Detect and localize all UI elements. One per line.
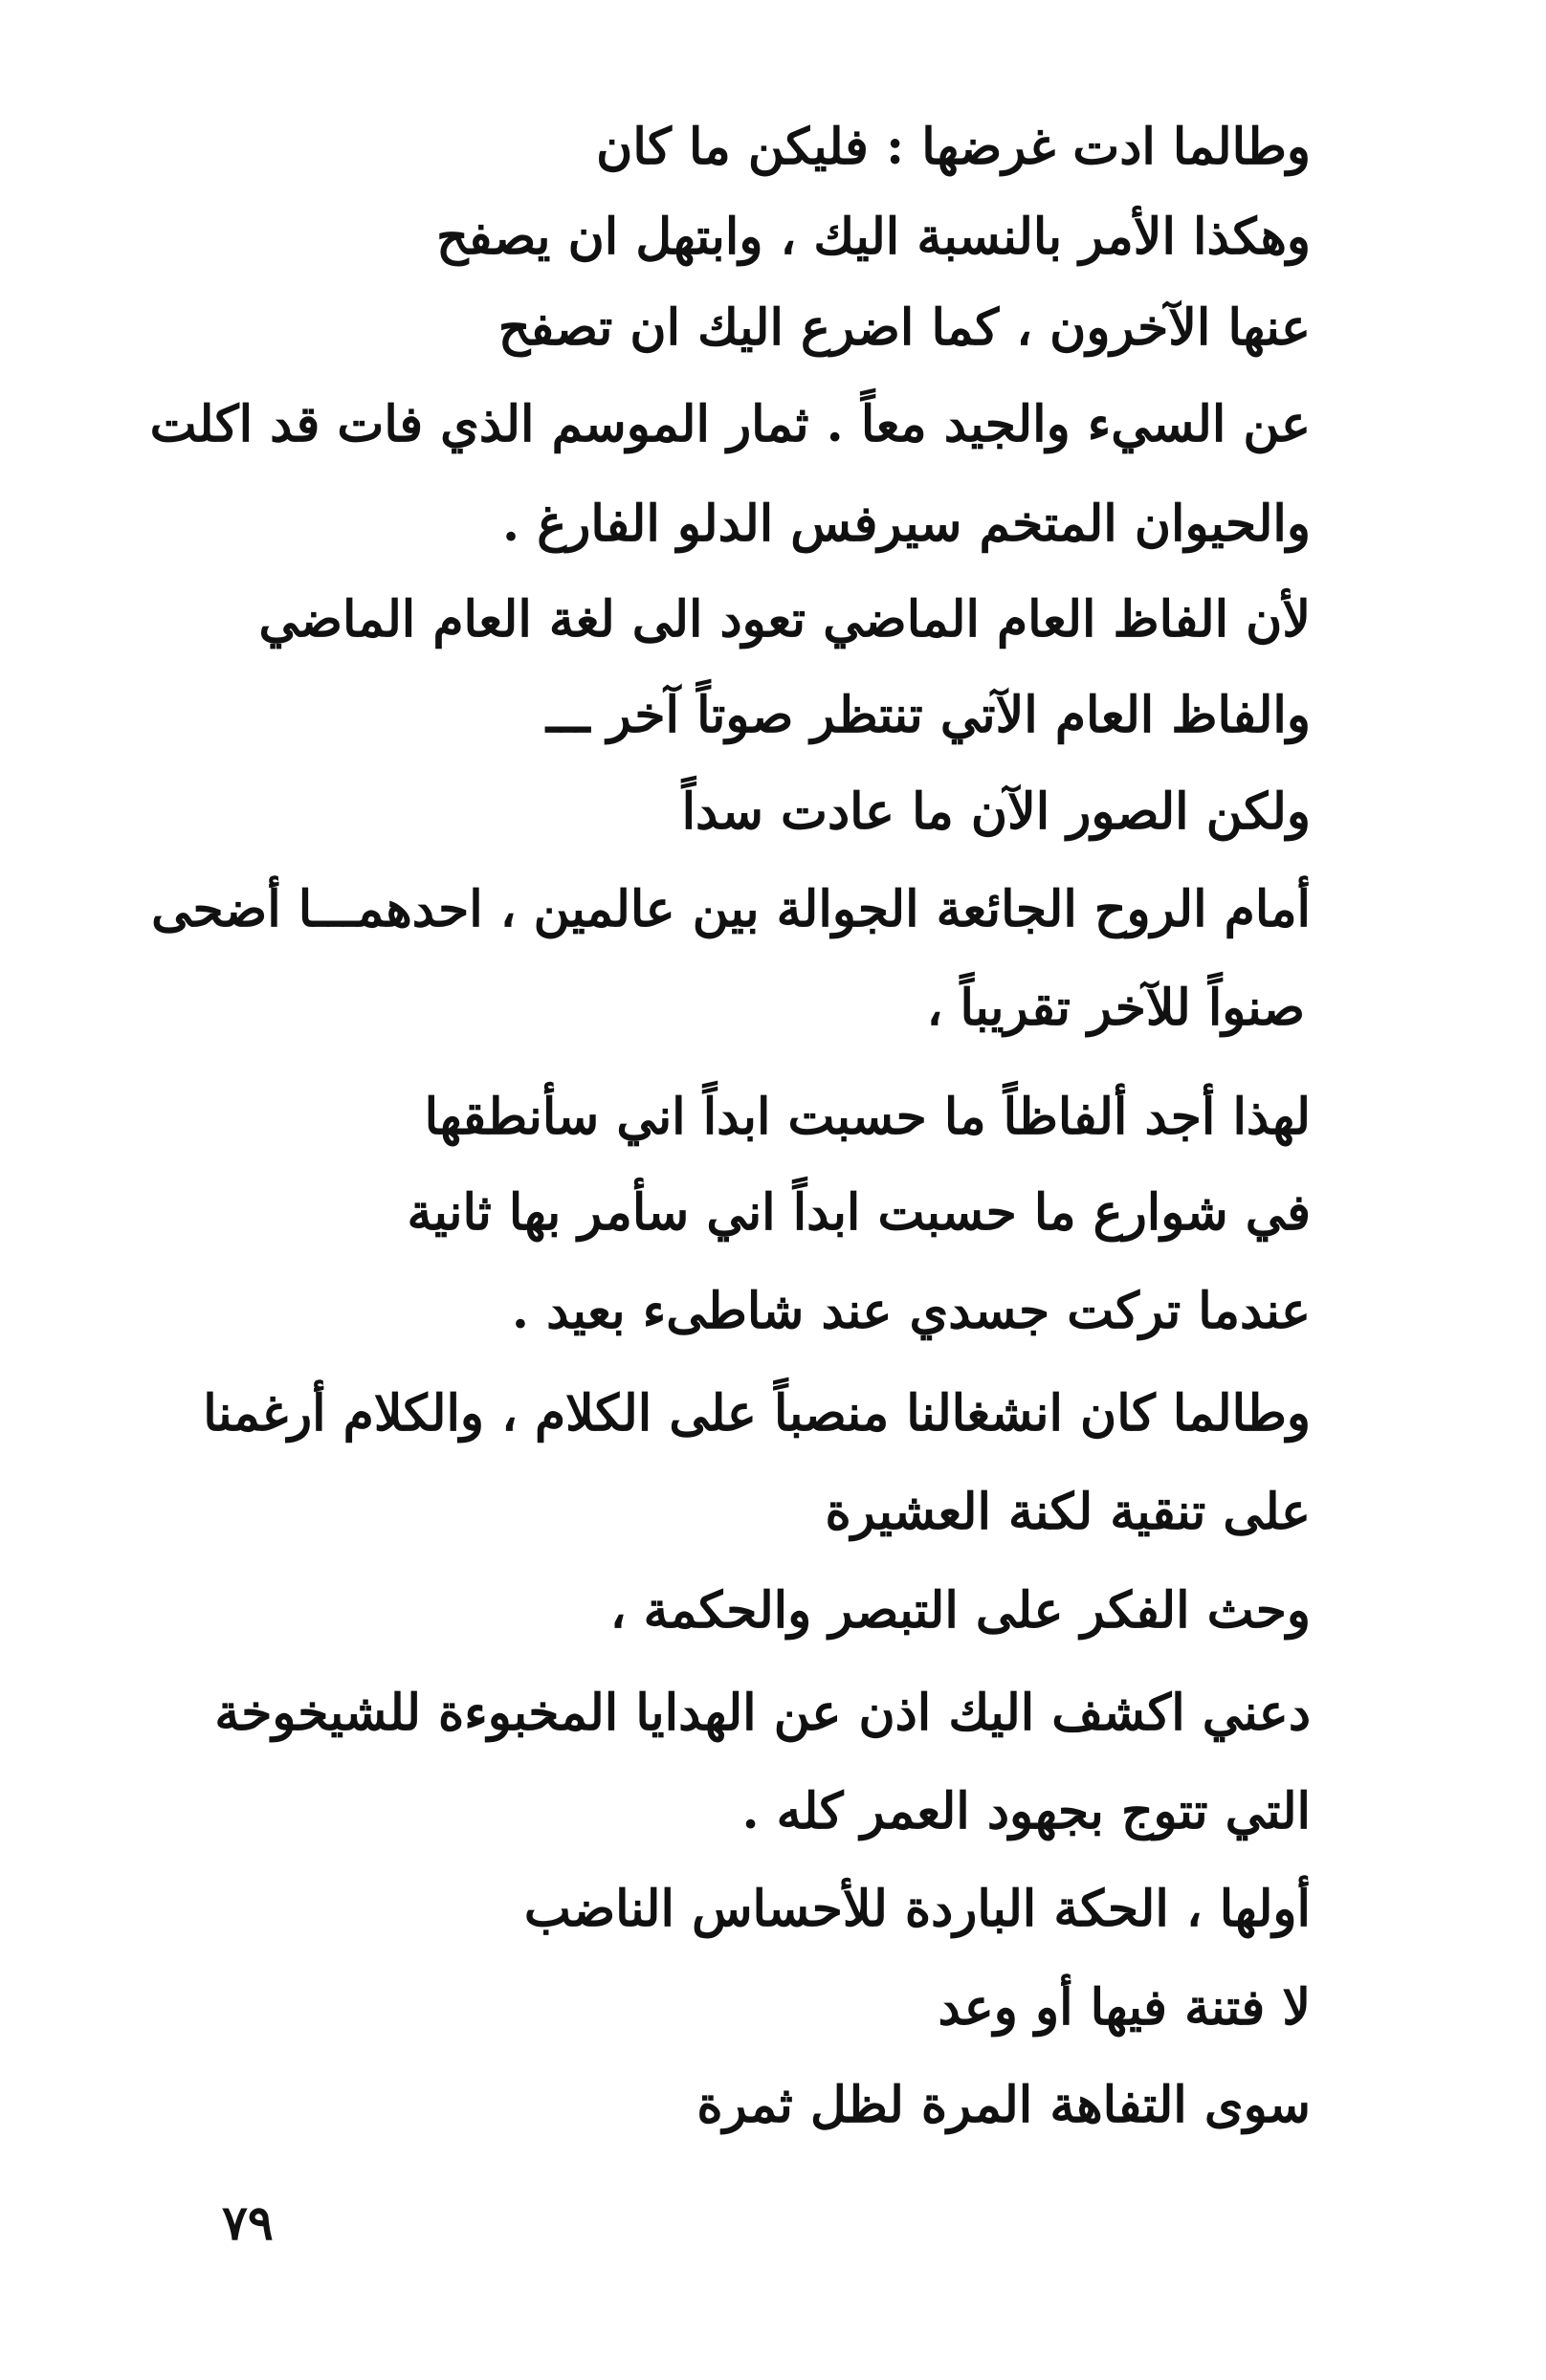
poem-line-3: عنها الآخرون ، كما اضرع اليك ان تصفح (497, 298, 1311, 357)
poem-line-10: صنواً للآخر تقريباً ، (926, 979, 1305, 1037)
poem-line-4: عن السيء والجيد معاً . ثمار الموسم الذي فات قد اكلت (149, 395, 1311, 453)
poem-line-11: لهذا أجد ألفاظاً ما حسبت ابداً اني سأنطقها (424, 1088, 1311, 1146)
poem-line-18: التي تتوج بجهود العمر كله . (741, 1782, 1311, 1840)
poem-line-16: وحث الفكر على التبصر والحكمة ، (609, 1581, 1311, 1640)
poem-line-13: عندما تركت جسدي عند شاطىء بعيد . (511, 1282, 1311, 1340)
poem-line-20: لا فتنة فيها أو وعد (938, 1978, 1311, 2037)
poem-line-17: دعني اكشف اليك اذن عن الهدايا المخبوءة للشيخوخة (214, 1684, 1311, 1742)
poem-line-12: في شوارع ما حسبت ابداً اني سأمر بها ثانية (407, 1183, 1311, 1242)
poem-line-7: والفاظ العام الآتي تنتظر صوتاً آخر ـــ (545, 686, 1311, 744)
poem-line-14: وطالما كان انشغالنا منصباً على الكلام ، والكلام أرغمنا (203, 1384, 1311, 1443)
page-number: ٧٩ (222, 2194, 274, 2251)
poem-line-15: على تنقية لكنة العشيرة (825, 1483, 1311, 1541)
poem-line-2: وهكذا الأمر بالنسبة اليك ، وابتهل ان يصفح (436, 208, 1311, 266)
poem-line-9: أمام الروح الجائعة الجوالة بين عالمين ، احدهمـــا أضحى (151, 880, 1311, 938)
poem-line-8: ولكن الصور الآن ما عادت سداً (681, 782, 1311, 841)
poem-line-6: لأن الفاظ العام الماضي تعود الى لغة العام الماضي (258, 590, 1311, 649)
poem-line-5: والحيوان المتخم سيرفس الدلو الفارغ . (502, 495, 1311, 553)
poem-line-19: أولها ، الحكة الباردة للأحساس الناضب (523, 1880, 1311, 1938)
poem-line-1: وطالما ادت غرضها : فليكن ما كان (596, 118, 1311, 176)
poem-line-21: سوى التفاهة المرة لظل ثمرة (696, 2076, 1311, 2134)
